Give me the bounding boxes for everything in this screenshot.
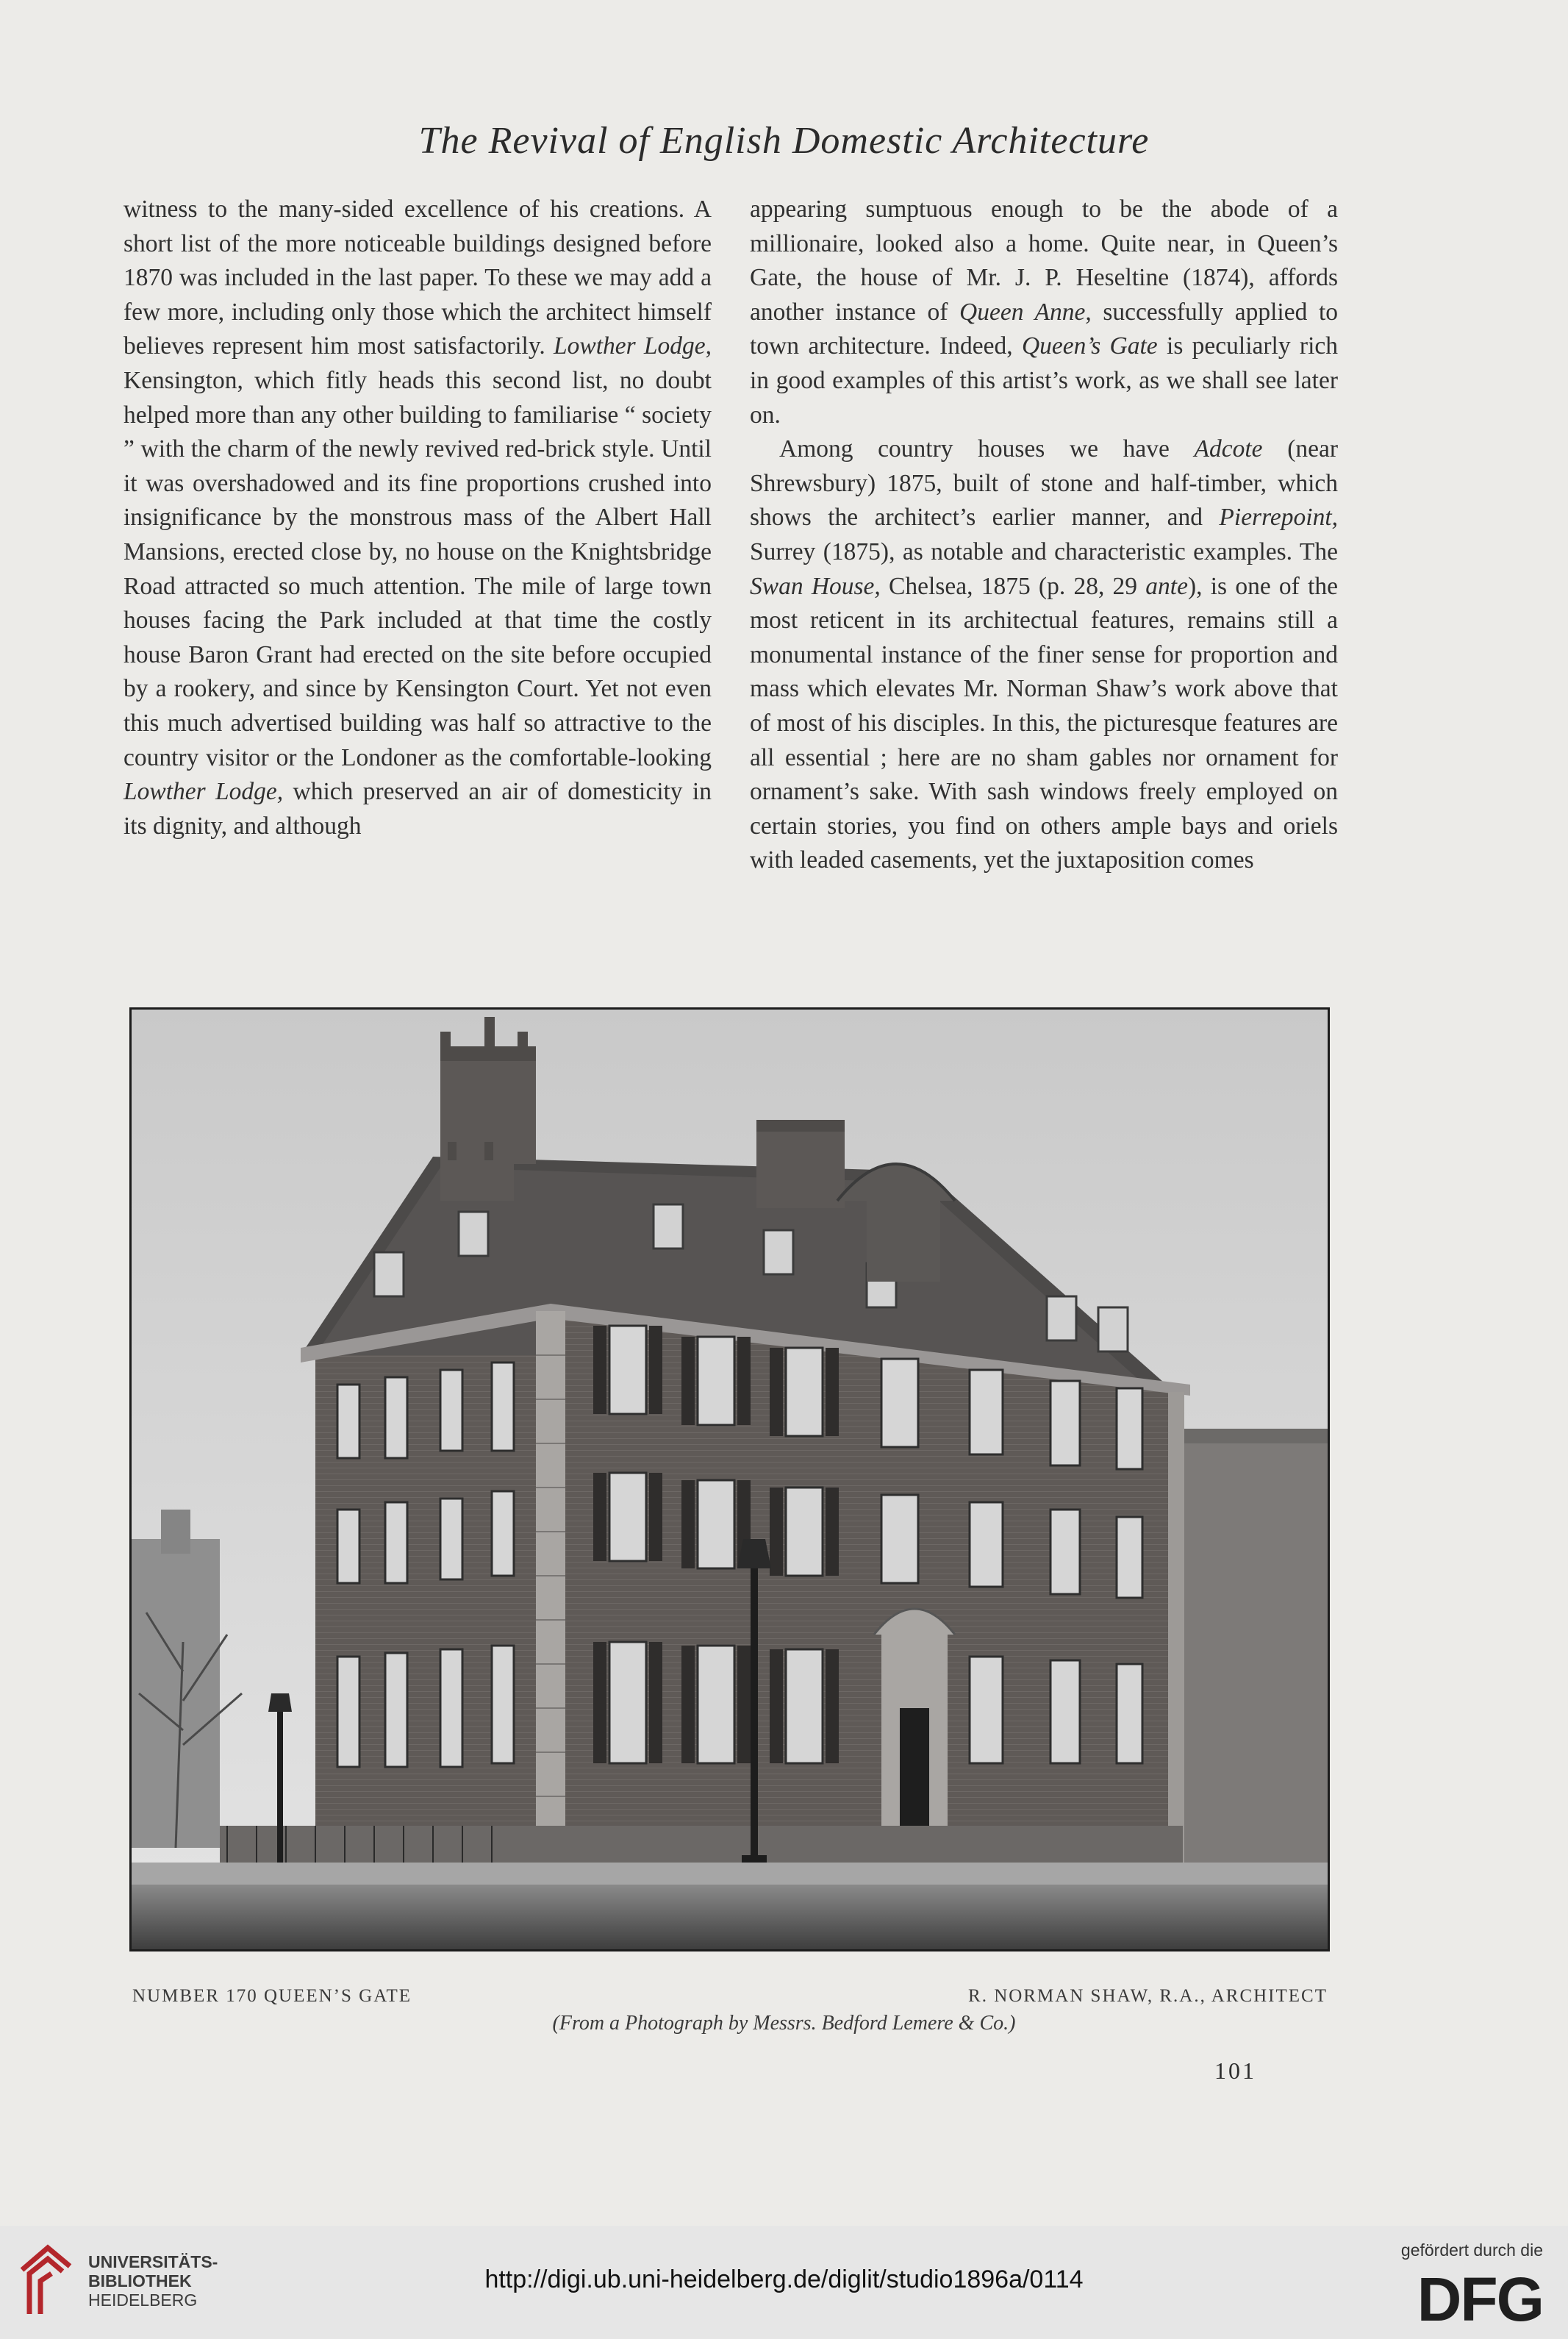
italic-title: Swan House,	[750, 572, 881, 600]
text-run: Among country houses we have	[779, 435, 1170, 463]
right-column	[750, 193, 1338, 878]
figure-caption-title: NUMBER 170 QUEEN’S GATE	[132, 1986, 412, 2006]
library-line: HEIDELBERG	[88, 2290, 198, 2310]
text-run: is peculiarly rich in good examples of this artist’s work, as we shall see later on.	[750, 332, 1339, 429]
left-paragraph	[123, 193, 712, 843]
right-paragraph-1	[750, 193, 1338, 432]
right-paragraph-2	[750, 432, 1338, 878]
text-run: successfully applied to town architecture. Indeed,	[750, 298, 1339, 360]
digitization-footer	[0, 2226, 1568, 2339]
permalink[interactable]: http://digi.ub.uni-heidelberg.de/diglit/studio1896a/0114	[484, 2265, 1084, 2293]
text-run: ), is one of the most reticent in its architectual features, remains still a monumental instance of the finer sense for proportion and mass which elevates Mr. Norman Shaw’s work above that of most of his disciples. In this, the picturesque features are all essential ; here are no sham gables nor ornament for ornament’s sake. With sash windows freely employed on certain stories, you find on others ample bays and oriels with leaded casements, yet the juxtaposition comes	[750, 572, 1338, 874]
text-run: Kensington, which fitly heads this second list, no doubt helped more than any other building to familiarise “ society ” with the charm of the newly revived red-brick style. Until it was overshadowed and its fine proportions crushed into insignificance by the monstrous mass of the Albert Hall Mansions, erected close by, no house on the Knightsbridge Road attracted so much attention. The mile of large town houses facing the Park included at that time the costly house Baron Grant had erected on the site before occupied by a rookery, and since by Kensington Court. Yet not even this much advertised building was half so attractive to the country visitor or the Londoner as the comfortable-looking	[123, 366, 712, 771]
text-run: (near Shrewsbury) 1875, built of stone and half-timber, which shows the architect’s earlier manner, and	[750, 435, 1338, 532]
library-line: BIBLIOTHEK	[88, 2271, 192, 2290]
dfg-logo: DFG	[1417, 2265, 1543, 2334]
photo-credit: (From a Photograph by Messrs. Bedford Lemere & Co.)	[552, 2012, 1016, 2035]
page-number: 101	[1214, 2057, 1256, 2084]
italic-title: Lowther Lodge,	[554, 332, 712, 360]
text-run: Surrey (1875), as notable and characteristic examples. The	[750, 538, 1338, 565]
italic-title: Pierrepoint,	[1219, 504, 1339, 532]
building-photograph	[129, 1007, 1330, 1951]
italic-word: ante	[1145, 572, 1188, 600]
text-run: appearing sumptuous enough to be the abode of a millionaire, looked also a home. Quite near, in Queen’s Gate, the house of Mr. J. P. Heseltine (1874), affords another instance of	[750, 196, 1338, 326]
library-line: UNIVERSITÄTS-	[88, 2252, 218, 2271]
house-illustration	[132, 1010, 1328, 1949]
italic-title: Queen Anne,	[959, 298, 1092, 326]
left-column	[123, 193, 712, 843]
text-run: which preserved an air of domesticity in its dignity, and although	[123, 778, 712, 840]
funded-by-label: gefördert durch die	[1400, 2240, 1543, 2260]
figure-caption-architect: R. NORMAN SHAW, R.A., ARCHITECT	[968, 1986, 1328, 2006]
italic-title: Queen’s Gate	[1021, 332, 1158, 360]
italic-title: Adcote	[1194, 435, 1263, 463]
page-title: The Revival of English Domestic Architecture	[418, 120, 1150, 162]
text-run: witness to the many-sided excellence of his creations. A short list of the more noticeable buildings designed before 1870 was included in the last paper. To these we may add a few more, including only those which the architect himself believes represent him most satisfactorily.	[123, 196, 712, 360]
text-run: Chelsea, 1875 (p. 28, 29	[889, 572, 1138, 600]
italic-title: Lowther Lodge,	[123, 778, 284, 806]
